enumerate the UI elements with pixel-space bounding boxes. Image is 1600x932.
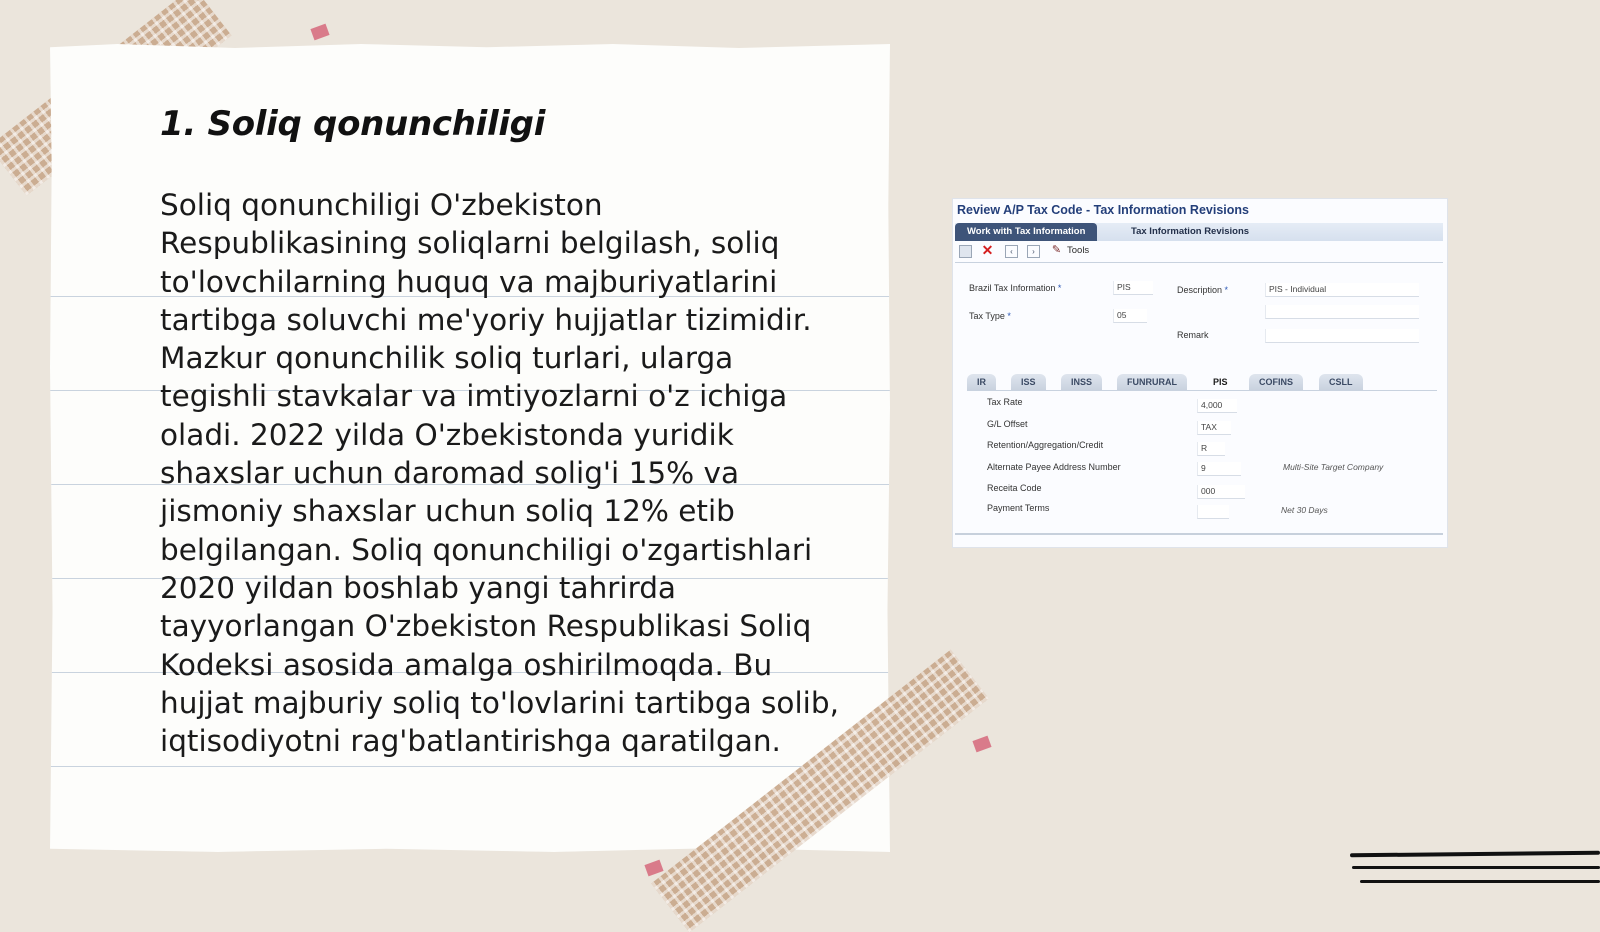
subtab-cofins[interactable]: COFINS [1249, 374, 1303, 390]
app-window-title: Review A/P Tax Code - Tax Information Revisions [957, 203, 1249, 217]
description-field[interactable]: PIS - Individual [1265, 283, 1419, 297]
alternate-payee-description: Multi-Site Target Company [1283, 462, 1384, 472]
remark-label: Remark [1177, 330, 1209, 340]
tools-icon[interactable]: ✎ [1051, 244, 1062, 256]
retention-field[interactable]: R [1197, 442, 1225, 456]
save-icon[interactable] [959, 245, 972, 258]
tape-end-top-left [310, 24, 329, 41]
alternate-payee-field[interactable]: 9 [1197, 462, 1241, 476]
subtab-pis[interactable]: PIS [1213, 377, 1228, 387]
tab-work-with-tax-information[interactable]: Work with Tax Information [955, 223, 1097, 241]
delete-icon[interactable]: ✕ [981, 242, 994, 258]
subtab-divider [967, 390, 1437, 391]
brazil-tax-info-field[interactable]: PIS [1113, 281, 1153, 295]
subtab-ir[interactable]: IR [967, 374, 996, 390]
tools-menu-label[interactable]: Tools [1067, 245, 1090, 256]
gl-offset-field[interactable]: TAX [1197, 421, 1231, 435]
remark-field[interactable] [1265, 329, 1419, 343]
payment-terms-field[interactable] [1197, 505, 1229, 519]
payment-terms-label: Payment Terms [987, 503, 1050, 513]
brush-stroke [1350, 851, 1600, 858]
toolbar-divider [955, 262, 1443, 263]
receita-code-label: Receita Code [987, 483, 1042, 493]
tape-end-bottom-right [972, 736, 991, 753]
next-icon[interactable]: › [1027, 245, 1040, 258]
app-bottom-border [955, 533, 1443, 535]
tax-app-window [952, 198, 1448, 548]
tax-subtab-bar [967, 374, 1437, 390]
app-tab-bar [955, 223, 1443, 241]
brush-stroke [1360, 880, 1600, 883]
slide-body-text: Soliq qonunchiligi O'zbekiston Respublikasining soliqlarni belgilash, soliq to'lovchilarning huquq va majburiyatlarini tartibga soluvchi me'yoriy hujjatlar tizimidir. Mazkur qonunchilik soliq turlari, ularga tegishli stavkalar va imtiyozlarni o'z ichiga oladi. 2022 yilda O'zbekistonda yuridik shaxslar uchun daromad solig'i 15% va jismoniy shaxslar uchun soliq 12% etib belgilangan. Soliq qonunchiligi o'zgartishlari 2020 yildan boshlab yangi tahrirda tayyorlangan O'zbekiston Respublikasi Soliq Kodeksi asosida amalga oshirilmoqda. Bu hujjat majburiy soliq to'lovlarini tartibga solib, iqtisodiyotni rag'batlantirishga qaratilgan. [160, 188, 839, 759]
subtab-funrural[interactable]: FUNRURAL [1117, 374, 1187, 390]
brazil-tax-info-label: Brazil Tax Information * [969, 283, 1062, 293]
subtab-inss[interactable]: INSS [1061, 374, 1102, 390]
paper-rule-line [50, 766, 890, 767]
subtab-iss[interactable]: ISS [1011, 374, 1046, 390]
payment-terms-description: Net 30 Days [1281, 505, 1328, 515]
retention-label: Retention/Aggregation/Credit [987, 440, 1104, 450]
alternate-payee-label: Alternate Payee Address Number [987, 462, 1121, 472]
subtab-csll[interactable]: CSLL [1319, 374, 1363, 390]
brush-stroke [1352, 866, 1600, 869]
previous-icon[interactable]: ‹ [1005, 245, 1018, 258]
receita-code-field[interactable]: 000 [1197, 485, 1245, 499]
description-field-line-2[interactable] [1265, 305, 1419, 319]
tax-type-label: Tax Type * [969, 311, 1011, 321]
gl-offset-label: G/L Offset [987, 419, 1028, 429]
tape-end-bottom-left [644, 860, 663, 877]
tax-rate-field[interactable]: 4,000 [1197, 399, 1237, 413]
tax-rate-label: Tax Rate [987, 397, 1023, 407]
tab-tax-information-revisions[interactable]: Tax Information Revisions [1131, 226, 1250, 237]
description-label: Description * [1177, 285, 1229, 295]
slide-title: 1. Soliq qonunchiligi [160, 104, 546, 144]
tax-type-field[interactable]: 05 [1113, 309, 1147, 323]
